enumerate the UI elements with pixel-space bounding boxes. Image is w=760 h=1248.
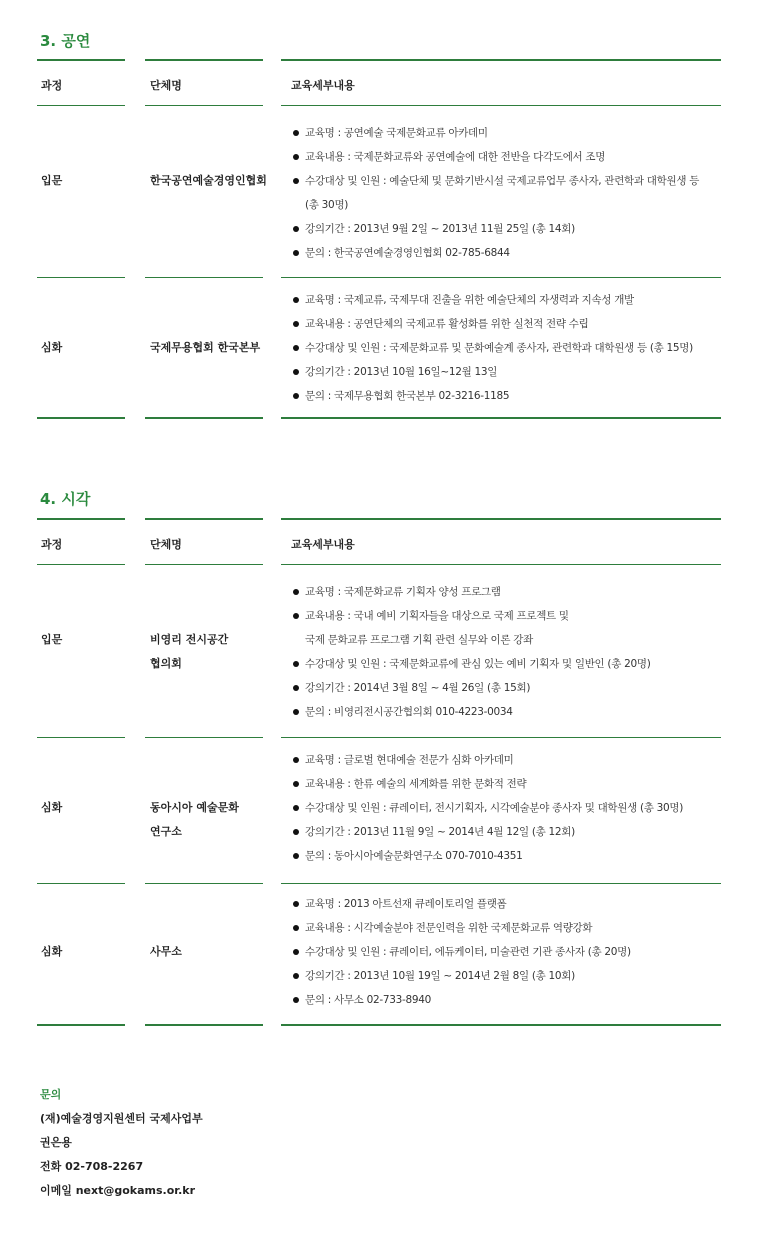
row-details	[293, 892, 631, 1012]
detail-item: 수강대상 및 인원 : 국제문화교류에 관심 있는 예비 기획자 및 일반인 (총 20명)	[293, 652, 651, 676]
detail-item: 문의 : 비영리전시공간협의회 010-4223-0034	[293, 700, 651, 724]
row-details	[293, 748, 683, 868]
detail-item: 국제 문화교류 프로그램 기획 관련 실무와 이론 강좌	[305, 634, 533, 646]
detail-item: 교육내용 : 국내 예비 기획자들을 대상으로 국제 프로젝트 및	[293, 604, 651, 628]
detail-item: 교육명 : 글로벌 현대예술 전문가 심화 아카데미	[293, 748, 683, 772]
table-header	[37, 59, 721, 107]
detail-item: 수강대상 및 인원 : 예술단체 및 문화기반시설 국제교류업무 종사자, 관련학과 대학원생 등	[293, 169, 699, 193]
detail-item: 강의기간 : 2014년 3월 8일 ~ 4월 26일 (총 15회)	[293, 676, 651, 700]
detail-item: 교육명 : 국제교류, 국제무대 진출을 위한 예술단체의 자생력과 지속성 개발	[293, 288, 693, 312]
row-org: 한국공연예술경영인협회	[150, 174, 267, 187]
contact-department: (재)예술경영지원센터 국제사업부	[40, 1112, 203, 1125]
detail-item: 교육명 : 공연예술 국제문화교류 아카데미	[293, 121, 699, 145]
detail-item: 강의기간 : 2013년 10월 16일~12월 13일	[293, 360, 693, 384]
row-course: 심화	[41, 945, 63, 958]
detail-item: 문의 : 한국공연예술경영인협회 02-785-6844	[293, 241, 699, 265]
row-course: 심화	[41, 341, 63, 354]
table-performance	[37, 59, 721, 419]
detail-item: 문의 : 국제무용협회 한국본부 02-3216-1185	[293, 384, 693, 408]
detail-item: 교육내용 : 시각예술분야 전문인력을 위한 국제문화교류 역량강화	[293, 916, 631, 940]
header-details: 교육세부내용	[291, 538, 355, 551]
header-org: 단체명	[150, 79, 182, 92]
row-org: 국제무용협회 한국본부	[150, 341, 261, 354]
detail-item: 수강대상 및 인원 : 국제문화교류 및 문화예술계 종사자, 관련학과 대학원생 등 (총 15명)	[293, 336, 693, 360]
row-org: 동아시아 예술문화	[150, 801, 239, 814]
contact-title: 문의	[40, 1088, 62, 1101]
detail-item: 교육내용 : 국제문화교류와 공연예술에 대한 전반을 다각도에서 조명	[293, 145, 699, 169]
header-course: 과정	[41, 538, 63, 551]
row-course: 입문	[41, 174, 63, 187]
table-row	[37, 566, 721, 738]
detail-item: 강의기간 : 2013년 11월 9일 ~ 2014년 4월 12일 (총 12회)	[293, 820, 683, 844]
detail-item: 수강대상 및 인원 : 큐레이터, 전시기획자, 시각예술분야 종사자 및 대학원생 (총 30명)	[293, 796, 683, 820]
section-title-performance: 3. 공연	[40, 32, 91, 50]
row-course: 심화	[41, 801, 63, 814]
contact-email[interactable]: 이메일 next@gokams.or.kr	[40, 1184, 196, 1197]
table-row	[37, 738, 721, 884]
contact-block	[40, 1083, 203, 1203]
contact-person: 권은용	[40, 1136, 72, 1149]
table-visual	[37, 518, 721, 1026]
table-row	[37, 278, 721, 419]
detail-item: 강의기간 : 2013년 9월 2일 ~ 2013년 11월 25일 (총 14회)	[293, 217, 699, 241]
row-org: 사무소	[150, 945, 182, 958]
table-header	[37, 518, 721, 566]
row-course: 입문	[41, 633, 63, 646]
header-org: 단체명	[150, 538, 182, 551]
row-org: 비영리 전시공간	[150, 633, 229, 646]
detail-item: 교육명 : 2013 아트선재 큐레이토리얼 플랫폼	[293, 892, 631, 916]
detail-item: 교육내용 : 공연단체의 국제교류 활성화를 위한 실천적 전략 수립	[293, 312, 693, 336]
detail-item: (총 30명)	[305, 199, 349, 211]
row-org: 연구소	[150, 825, 182, 838]
table-row	[37, 107, 721, 278]
contact-phone: 전화 02-708-2267	[40, 1160, 144, 1173]
table-row	[37, 884, 721, 1026]
row-details	[293, 121, 699, 265]
header-course: 과정	[41, 79, 63, 92]
detail-item: 강의기간 : 2013년 10월 19일 ~ 2014년 2월 8일 (총 10회)	[293, 964, 631, 988]
detail-item: 문의 : 동아시아예술문화연구소 070-7010-4351	[293, 844, 683, 868]
header-details: 교육세부내용	[291, 79, 355, 92]
row-details	[293, 580, 651, 724]
detail-item: 교육내용 : 한류 예술의 세계화를 위한 문화적 전략	[293, 772, 683, 796]
detail-item: 수강대상 및 인원 : 큐레이터, 에듀케이터, 미술관련 기관 종사자 (총 20명)	[293, 940, 631, 964]
detail-item: 문의 : 사무소 02-733-8940	[293, 988, 631, 1012]
row-details	[293, 288, 693, 408]
detail-item: 교육명 : 국제문화교류 기획자 양성 프로그램	[293, 580, 651, 604]
section-title-visual: 4. 시각	[40, 490, 91, 508]
row-org: 협의회	[150, 657, 182, 670]
